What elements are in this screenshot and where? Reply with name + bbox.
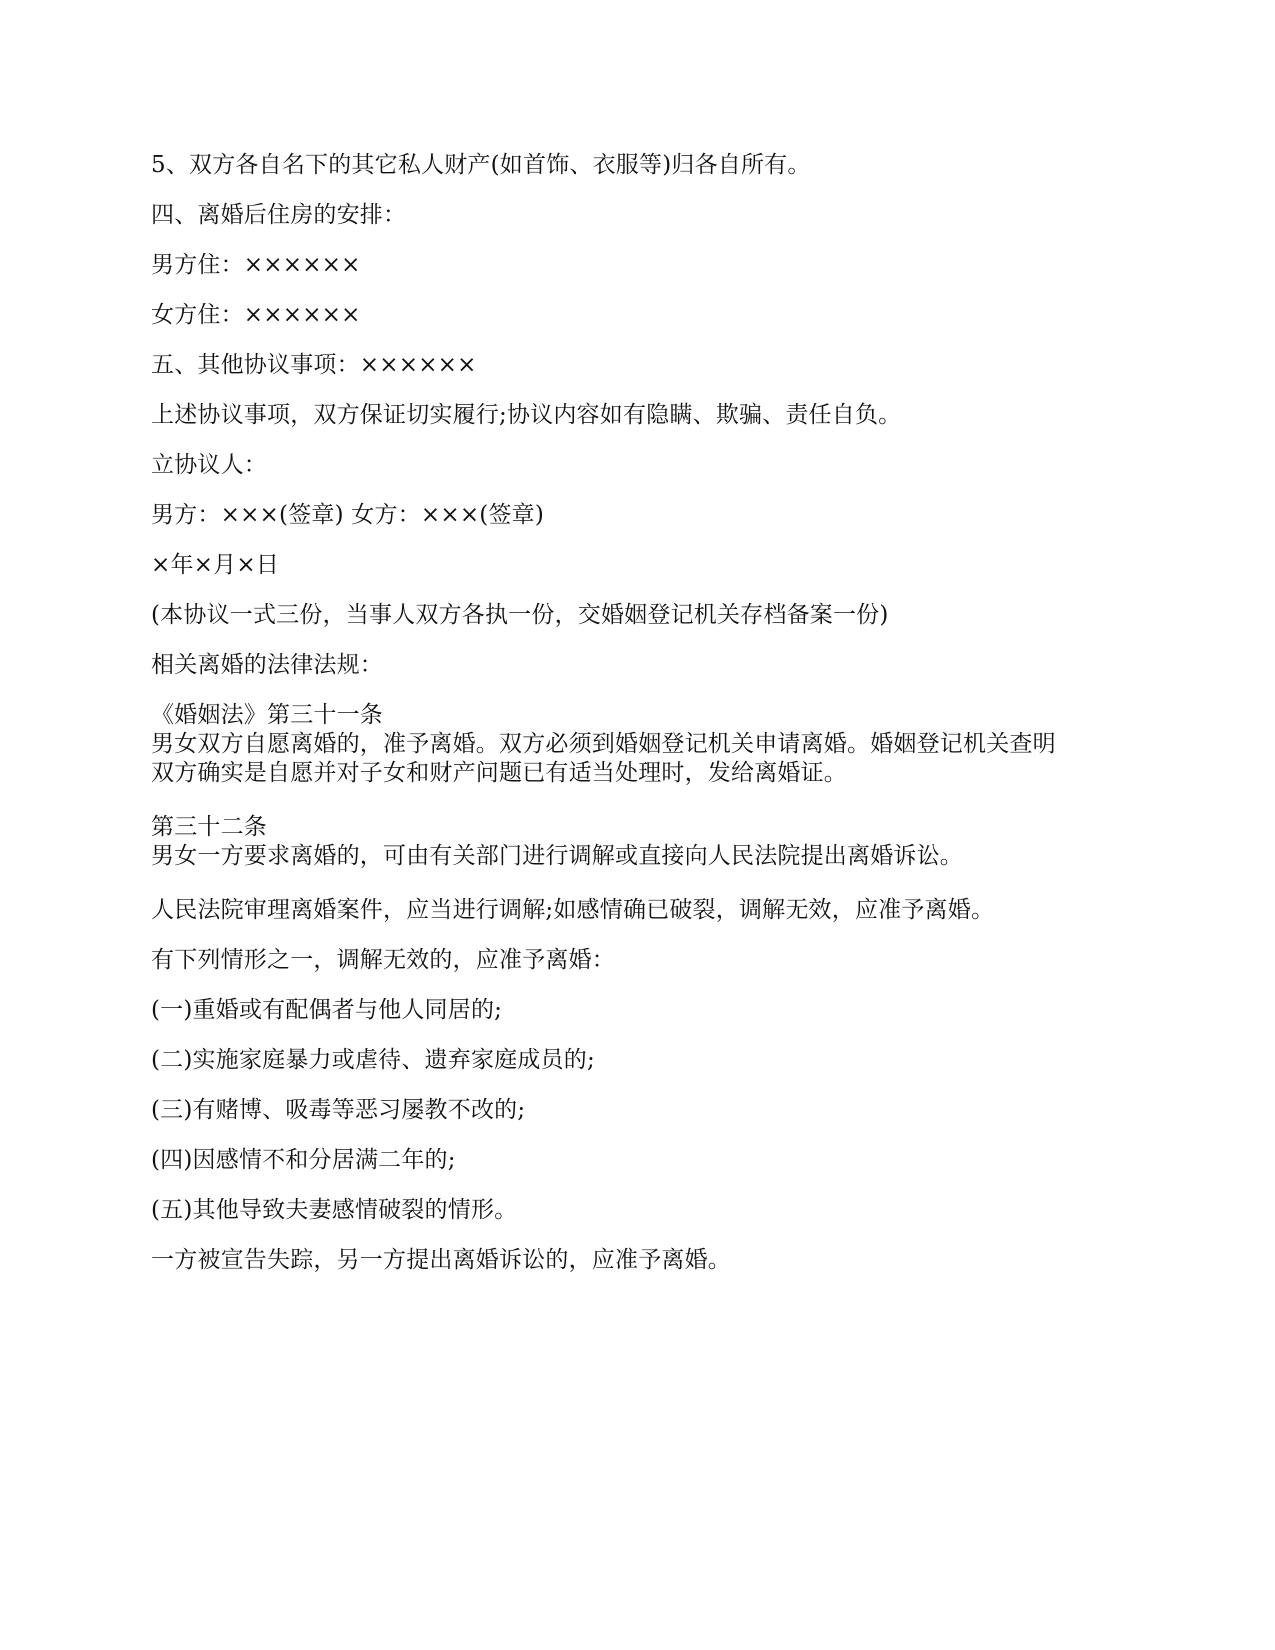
conditions-heading: 有下列情形之一，调解无效的，应准予离婚： — [151, 947, 615, 973]
court-mediation-text: 人民法院审理离婚案件，应当进行调解;如感情确已破裂，调解无效，应准予离婚。 — [151, 897, 995, 923]
section-4-housing-heading: 四、离婚后住房的安排： — [151, 202, 407, 228]
copies-note: (本协议一式三份，当事人双方各执一份，交婚姻登记机关存档备案一份) — [151, 602, 889, 628]
date-line: ×年×月×日 — [151, 552, 280, 578]
guarantee-statement: 上述协议事项，双方保证切实履行;协议内容如有隐瞒、欺骗、责任自负。 — [151, 402, 902, 428]
condition-4: (四)因感情不和分居满二年的; — [151, 1147, 456, 1173]
article-32-text: 男女一方要求离婚的，可由有关部门进行调解或直接向人民法院提出离婚诉讼。 — [151, 843, 963, 869]
condition-2: (二)实施家庭暴力或虐待、遗弃家庭成员的; — [151, 1047, 595, 1073]
section-5-other-matters: 五、其他协议事项：×××××× — [151, 352, 477, 378]
article-32-title: 第三十二条 — [151, 814, 267, 840]
condition-3: (三)有赌博、吸毒等恶习屡教不改的; — [151, 1097, 526, 1123]
item-5-personal-property: 5、双方各自名下的其它私人财产(如首饰、衣服等)归各自所有。 — [151, 152, 811, 178]
male-residence: 男方住：×××××× — [151, 252, 361, 278]
article-31-title: 《婚姻法》第三十一条 — [151, 702, 383, 728]
condition-5: (五)其他导致夫妻感情破裂的情形。 — [151, 1197, 518, 1223]
signature-line: 男方：×××(签章) 女方：×××(签章) — [151, 502, 545, 528]
signatories-label: 立协议人： — [151, 452, 267, 478]
missing-person-clause: 一方被宣告失踪，另一方提出离婚诉讼的，应准予离婚。 — [151, 1247, 731, 1273]
condition-1: (一)重婚或有配偶者与他人同居的; — [151, 997, 503, 1023]
female-residence: 女方住：×××××× — [151, 302, 361, 328]
related-laws-heading: 相关离婚的法律法规： — [151, 652, 383, 678]
article-31-text-1: 男女双方自愿离婚的，准予离婚。双方必须到婚姻登记机关申请离婚。婚姻登记机关查明 — [151, 731, 1056, 757]
article-31-text-2: 双方确实是自愿并对子女和财产问题已有适当处理时，发给离婚证。 — [151, 760, 847, 786]
